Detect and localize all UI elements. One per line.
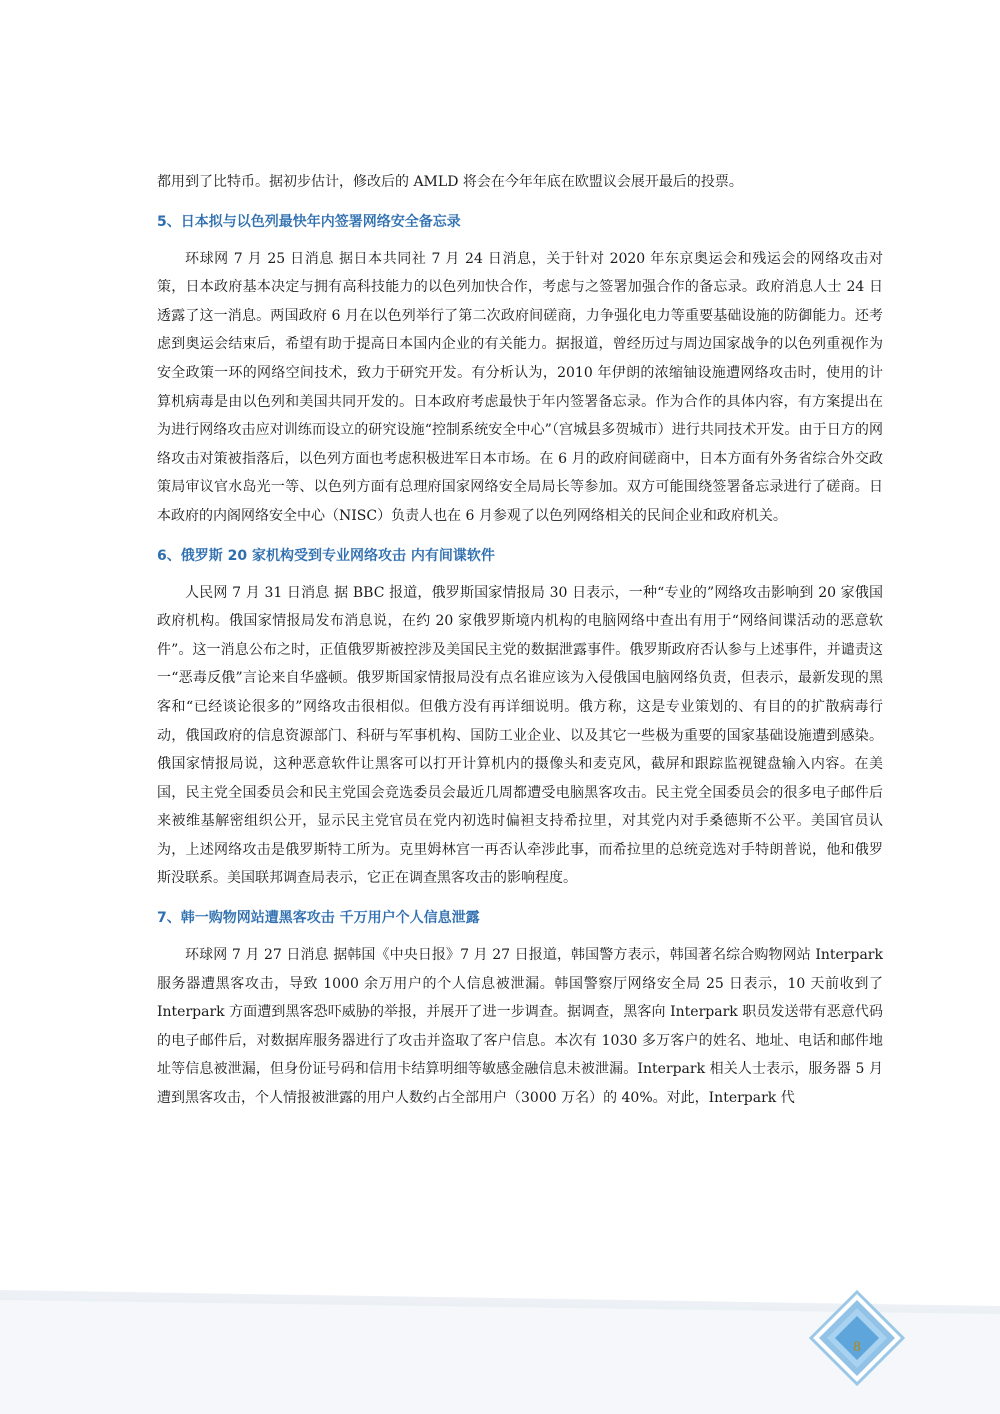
section-heading-5: 5、日本拟与以色列最快年内签署网络安全备忘录 xyxy=(157,213,461,230)
continuation-paragraph: 都用到了比特币。据初步估计，修改后的 AMLD 将会在今年年底在欧盟议会展开最后的投票。 xyxy=(157,174,743,190)
section-heading-7: 7、韩一购物网站遭黑客攻击 千万用户个人信息泄露 xyxy=(157,910,480,927)
document-body xyxy=(157,168,883,1113)
section-heading-6: 6、俄罗斯 20 家机构受到专业网络攻击 内有间谍软件 xyxy=(157,547,495,564)
section-body-7: 环球网 7 月 27 日消息 据韩国《中央日报》7 月 27 日报道，韩国警方表示，韩国著名综合购物网站 Interpark 服务器遭黑客攻击，导致 1000 余万用户的个人信息被泄漏。韩国警察厅网络安全局 25 日表示，10 天前收到了 Interpark 方面遭到黑客恐吓威胁的举报，并展开了进一步调查。据调查，黑客向 Interpark 职员发送带有恶意代码的电子邮件后，对数据库服务器进行了攻击并盗取了客户信息。本次有 1030 多万客户的姓名、地址、电话和邮件地址等信息被泄漏，但身份证号码和信用卡结算明细等敏感金融信息未被泄漏。Interpark 相关人士表示，服务器 5 月遭到黑客攻击，个人情报被泄露的用户人数约占全部用户（3000 万名）的 40%。对此，Interpark 代 xyxy=(157,947,883,1107)
section-body-5: 环球网 7 月 25 日消息 据日本共同社 7 月 24 日消息，关于针对 2020 年东京奥运会和残运会的网络攻击对策，日本政府基本决定与拥有高科技能力的以色列加快合作，考虑与之签署加强合作的备忘录。政府消息人士 24 日透露了这一消息。两国政府 6 月在以色列举行了第二次政府间磋商，力争强化电力等重要基础设施的防御能力。还考虑到奥运会结束后，希望有助于提高日本国内企业的有关能力。据报道，曾经历过与周边国家战争的以色列重视作为安全政策一环的网络空间技术，致力于研究开发。有分析认为，2010 年伊朗的浓缩铀设施遭网络攻击时，使用的计算机病毒是由以色列和美国共同开发的。日本政府考虑最快于年内签署备忘录。作为合作的具体内容，有方案提出在为进行网络攻击应对训练而设立的研究设施“控制系统安全中心”（宫城县多贺城市）进行共同技术开发。由于日方的网络攻击对策被指落后，以色列方面也考虑积极进军日本市场。在 6 月的政府间磋商中，日本方面有外务省综合外交政策局审议官水岛光一等、以色列方面有总理府国家网络安全局局长等参加。双方可能围绕签署备忘录进行了磋商。日本政府的内阁网络安全中心（NISC）负责人也在 6 月参观了以色列网络相关的民间企业和政府机关。 xyxy=(157,250,883,524)
section-body-6: 人民网 7 月 31 日消息 据 BBC 报道，俄罗斯国家情报局 30 日表示，一种“专业的”网络攻击影响到 20 家俄国政府机构。俄国家情报局发布消息说，在约 20 家俄罗斯境内机构的电脑网络中查出有用于“网络间谍活动的恶意软件”。这一消息公布之时，正值俄罗斯被控涉及美国民主党的数据泄露事件。俄罗斯政府否认参与上述事件，并谴责这一“恶毒反俄”言论来自华盛顿。俄罗斯国家情报局没有点名谁应该为入侵俄国电脑网络负责，但表示，最新发现的黑客和“已经谈论很多的”网络攻击很相似。但俄方没有再详细说明。俄方称，这是专业策划的、有目的的扩散病毒行动，俄国政府的信息资源部门、科研与军事机构、国防工业企业、以及其它一些极为重要的国家基础设施遭到感染。俄国家情报局说，这种恶意软件让黑客可以打开计算机内的摄像头和麦克风，截屏和跟踪监视键盘输入内容。在美国，民主党全国委员会和民主党国会竞选委员会最近几周都遭受电脑黑客攻击。民主党全国委员会的很多电子邮件后来被维基解密组织公开，显示民主党官员在党内初选时偏袒支持希拉里，对其党内对手桑德斯不公平。美国官员认为，上述网络攻击是俄罗斯特工所为。克里姆林宫一再否认牵涉此事，而希拉里的总统竞选对手特朗普说，他和俄罗斯没联系。美国联邦调查局表示，它正在调查黑客攻击的影响程度。 xyxy=(157,584,883,887)
page-number: 8 xyxy=(852,1340,862,1355)
